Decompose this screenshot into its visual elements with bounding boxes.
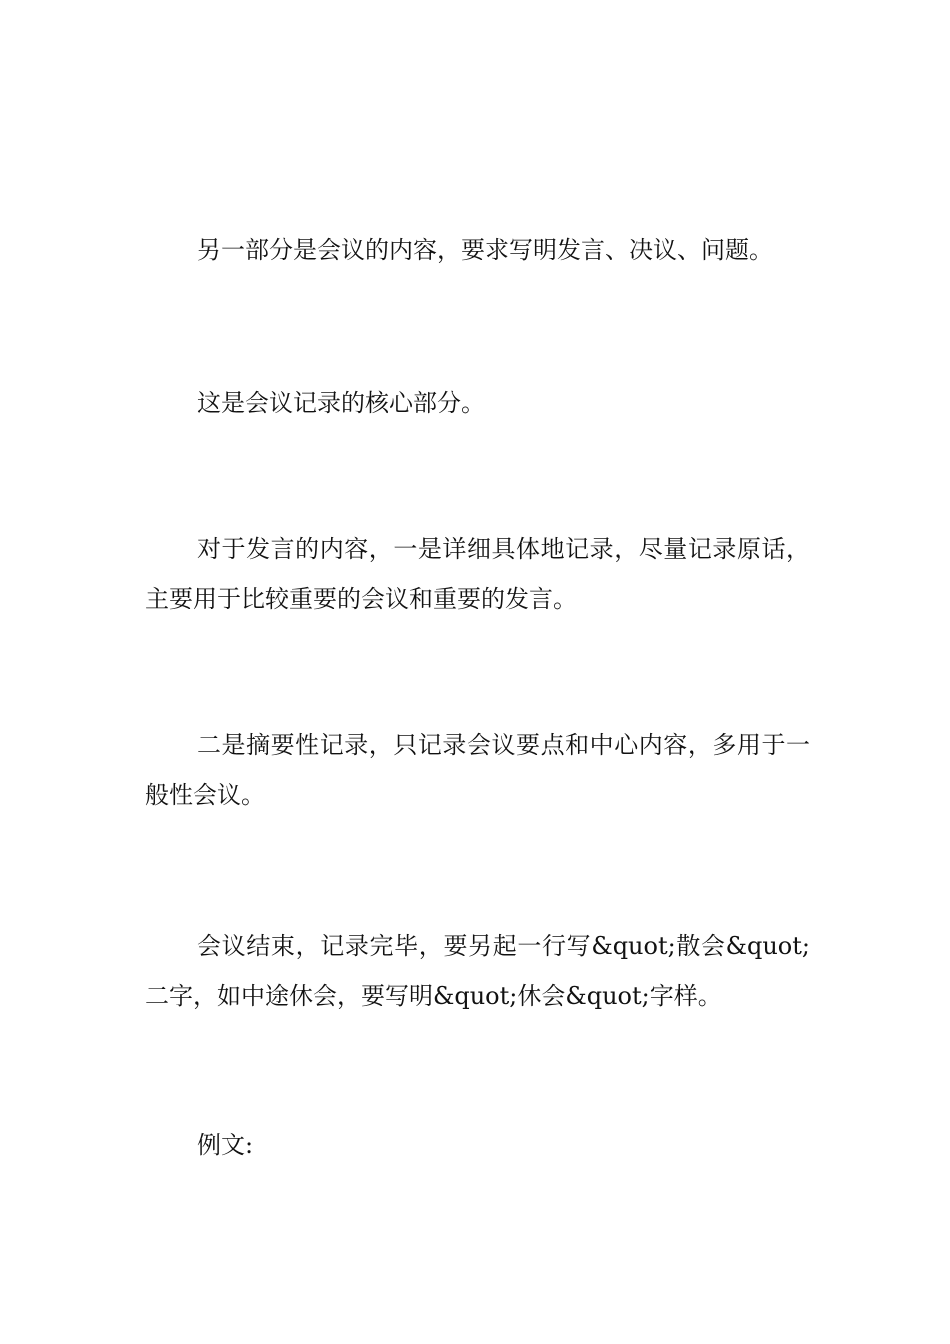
paragraph-example-heading: 例文: bbox=[197, 1131, 254, 1159]
paragraph-summary-record: 二是摘要性记录，只记录会议要点和中心内容，多用于一般性会议。 bbox=[145, 731, 810, 809]
paragraph-core-part: 这是会议记录的核心部分。 bbox=[197, 389, 485, 417]
paragraph-meeting-end: 会议结束，记录完毕，要另起一行写&quot;散会&quot;二字，如中途休会，要写明&quot;休会&quot;字样。 bbox=[145, 932, 810, 1010]
paragraph-meeting-content: 另一部分是会议的内容，要求写明发言、决议、问题。 bbox=[197, 236, 773, 264]
paragraph-detailed-record: 对于发言的内容，一是详细具体地记录，尽量记录原话，主要用于比较重要的会议和重要的发言。 bbox=[145, 535, 810, 613]
